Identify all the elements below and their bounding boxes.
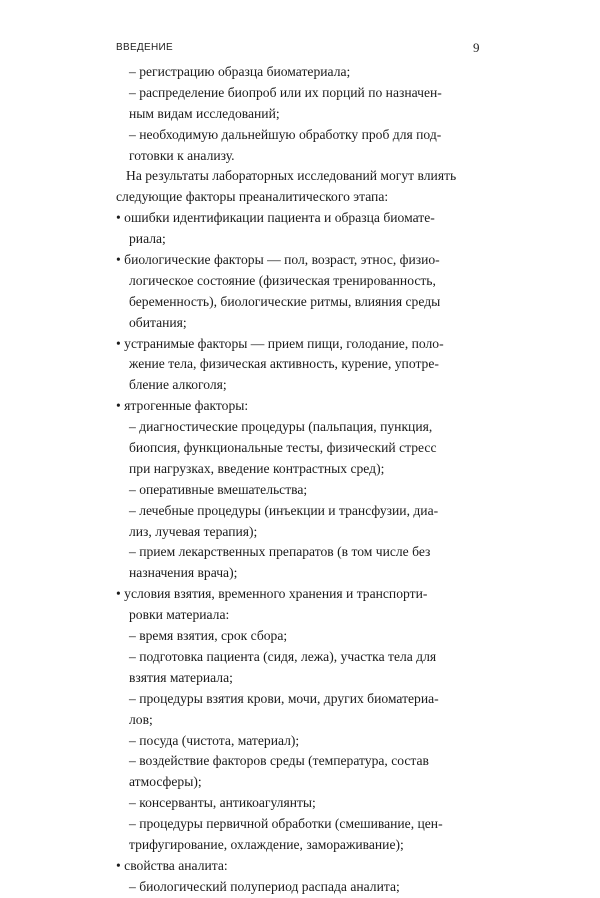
page-number: 9 <box>473 40 480 55</box>
text-line: готовки к анализу. <box>129 147 235 163</box>
text-line: – необходимую дальнейшую обработку проб для под- <box>129 126 442 142</box>
text-line: – биологический полупериод распада аналита; <box>129 878 400 894</box>
text-line: – прием лекарственных препаратов (в том числе без <box>129 544 431 560</box>
text-line: • биологические факторы — пол, возраст, этнос, физио- <box>116 252 440 268</box>
text-line: – диагностические процедуры (пальпация, пункция, <box>129 419 433 435</box>
text-line: ровки материала: <box>129 607 230 623</box>
text-line: биопсия, функциональные тесты, физический стресс <box>129 440 437 456</box>
text-line: беременность), биологические ритмы, влияния среды <box>129 293 441 309</box>
text-line: • условия взятия, временного хранения и транспорти- <box>116 586 428 602</box>
text-line: следующие факторы преаналитического этапа: <box>116 189 389 205</box>
text-line: • свойства аналита: <box>116 857 228 873</box>
text-line: при нагрузках, введение контрастных сред); <box>129 460 385 476</box>
text-line: – процедуры первичной обработки (смешивание, цен- <box>129 816 443 832</box>
text-line: – посуда (чистота, материал); <box>129 732 300 748</box>
text-line: – подготовка пациента (сидя, лежа), участка тела для <box>129 648 437 664</box>
text-line: бление алкоголя; <box>129 377 227 393</box>
text-line: На результаты лабораторных исследований могут влиять <box>126 168 457 184</box>
text-line: – лечебные процедуры (инъекции и трансфузии, диа- <box>129 502 439 518</box>
text-line: атмосферы); <box>129 774 202 790</box>
running-header-title: ВВЕДЕНИЕ <box>116 42 173 53</box>
text-line: – процедуры взятия крови, мочи, других биоматериа- <box>129 690 439 706</box>
text-line: жение тела, физическая активность, курение, употре- <box>129 356 439 372</box>
text-line: лов; <box>129 711 153 727</box>
text-line: назначения врача); <box>129 565 238 581</box>
text-line: трифугирование, охлаждение, замораживание); <box>129 836 404 852</box>
text-line: • ятрогенные факторы: <box>116 398 249 414</box>
text-line: риала; <box>129 231 166 247</box>
text-line: – время взятия, срок сбора; <box>129 628 288 644</box>
text-line: – консерванты, антикоагулянты; <box>129 795 316 811</box>
text-line: обитания; <box>129 314 187 330</box>
text-line: ным видам исследований; <box>129 105 280 121</box>
text-line: – оперативные вмешательства; <box>129 481 308 497</box>
text-line: – распределение биопроб или их порций по назначен- <box>129 84 442 100</box>
text-line: взятия материала; <box>129 669 233 685</box>
text-line: логическое состояние (физическая тренированность, <box>129 272 436 288</box>
text-line: – регистрацию образца биоматериала; <box>129 64 351 79</box>
text-line: – воздействие факторов среды (температура, состав <box>129 753 429 769</box>
text-line: лиз, лучевая терапия); <box>129 523 258 539</box>
text-line: • ошибки идентификации пациента и образца биомате- <box>116 210 435 226</box>
text-line: • устранимые факторы — прием пищи, голодание, поло- <box>116 335 444 351</box>
page-body-text <box>116 62 488 898</box>
